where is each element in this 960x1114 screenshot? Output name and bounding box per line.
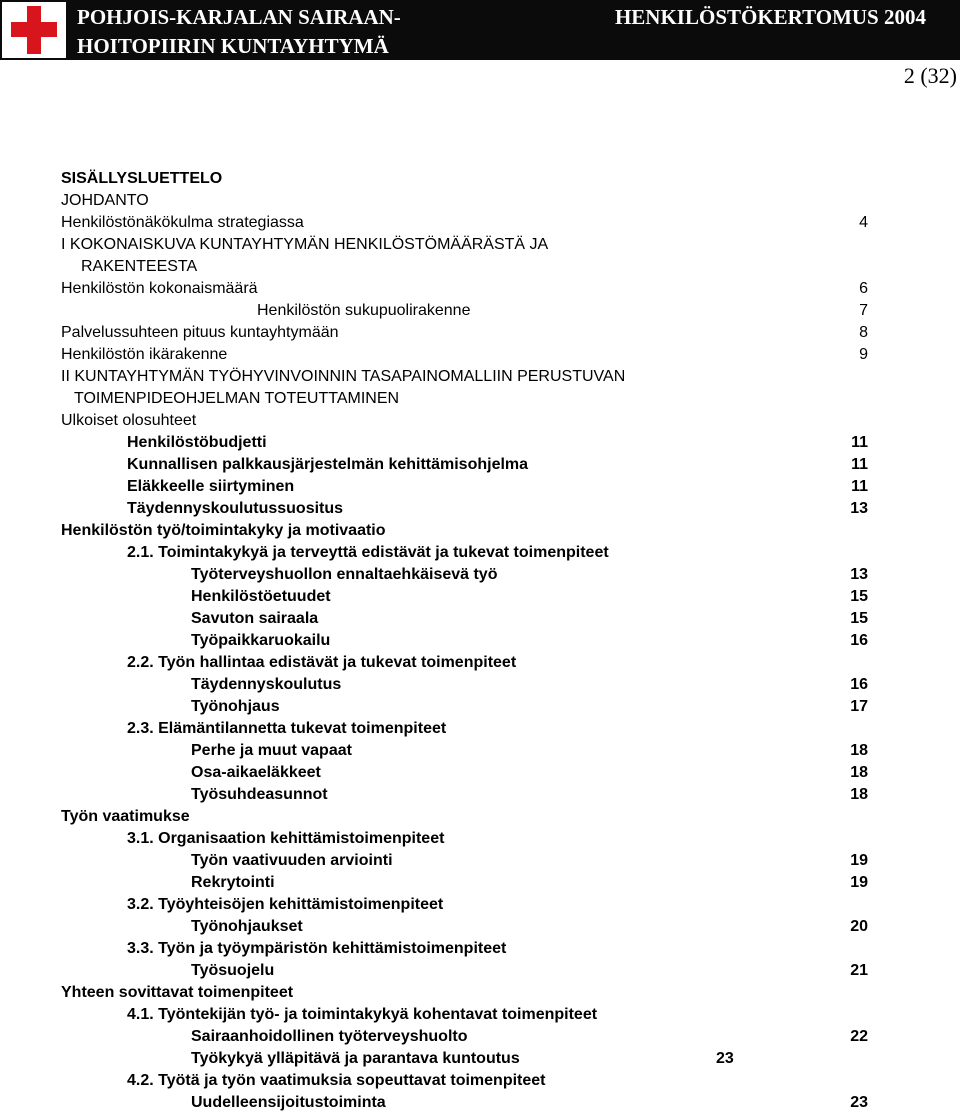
toc-row	[0, 718, 960, 740]
toc-page-number: 8	[859, 324, 868, 341]
toc-entry-text: Työsuhdeasunnot	[191, 786, 328, 803]
toc-row	[0, 982, 960, 1004]
toc-entry-text: Työnohjaukset	[191, 918, 303, 935]
toc-entry-text: Täydennyskoulutus	[191, 676, 342, 693]
toc-row	[0, 630, 960, 652]
toc-row	[0, 542, 960, 564]
toc-row	[0, 586, 960, 608]
toc-row	[0, 784, 960, 806]
toc-entry-text: Henkilöstöbudjetti	[127, 434, 267, 451]
toc-page-number: 4	[859, 214, 868, 231]
toc-entry-text: II KUNTAYHTYMÄN TYÖHYVINVOINNIN TASAPAINOMALLIIN PERUSTUVAN	[61, 368, 626, 385]
toc-page-number: 23	[716, 1050, 734, 1067]
toc-row	[0, 960, 960, 982]
toc-row	[0, 322, 960, 344]
red-cross-logo-icon	[0, 0, 76, 60]
toc-entry-text: Sairaanhoidollinen työterveyshuolto	[191, 1028, 468, 1045]
toc-row	[0, 498, 960, 520]
toc-entry-text: Työpaikkaruokailu	[191, 632, 331, 649]
toc-page-number: 16	[850, 676, 868, 693]
toc-page-number: 11	[851, 456, 868, 473]
toc-row	[0, 740, 960, 762]
toc-page-number: 20	[850, 918, 868, 935]
toc-entry-text: Työsuojelu	[191, 962, 275, 979]
toc-row	[0, 674, 960, 696]
toc-page-number: 19	[850, 874, 868, 891]
toc-entry-text: 2.3. Elämäntilannetta tukevat toimenpiteet	[127, 720, 447, 737]
organization-name	[77, 3, 401, 61]
toc-row	[0, 410, 960, 432]
toc-row	[0, 278, 960, 300]
toc-row	[0, 388, 960, 410]
toc-heading	[0, 168, 960, 190]
toc-row	[0, 1026, 960, 1048]
toc-page-number: 13	[850, 566, 868, 583]
toc-row	[0, 564, 960, 586]
toc-entry-text: Palvelussuhteen pituus kuntayhtymään	[61, 324, 339, 341]
toc-row	[0, 1004, 960, 1026]
toc-page-number: 22	[850, 1028, 868, 1045]
toc-heading-text: SISÄLLYSLUETTELO	[61, 170, 223, 187]
toc-entry-text: I KOKONAISKUVA KUNTAYHTYMÄN HENKILÖSTÖMÄÄRÄSTÄ JA	[61, 236, 549, 253]
toc-page-number: 15	[850, 610, 868, 627]
toc-page-number: 7	[859, 302, 868, 319]
toc-row	[0, 1070, 960, 1092]
toc-entry-text: Työn vaatimukse	[61, 808, 190, 825]
toc-entry-text: Työnohjaus	[191, 698, 280, 715]
document-title: HENKILÖSTÖKERTOMUS 2004	[614, 5, 926, 29]
toc-row	[0, 366, 960, 388]
toc-row	[0, 212, 960, 234]
toc-entry-text: Perhe ja muut vapaat	[191, 742, 352, 759]
toc-page-number: 16	[850, 632, 868, 649]
toc-entry-text: Osa-aikaeläkkeet	[191, 764, 321, 781]
toc-entry-text: Henkilöstön kokonaismäärä	[61, 280, 258, 297]
toc-row	[0, 1092, 960, 1114]
organization-line-1: POHJOIS-KARJALAN SAIRAAN-	[77, 5, 401, 29]
toc-page-number: 11	[851, 478, 868, 495]
toc-entry-text: JOHDANTO	[61, 192, 149, 209]
toc-entry-text: Savuton sairaala	[191, 610, 319, 627]
toc-entry-text: Eläkkeelle siirtyminen	[127, 478, 295, 495]
toc-entry-text: 3.1. Organisaation kehittämistoimenpiteet	[127, 830, 445, 847]
toc-entry-text: Uudelleensijoitustoiminta	[191, 1094, 386, 1111]
toc-entry-text: 3.2. Työyhteisöjen kehittämistoimenpiteet	[127, 896, 444, 913]
toc-entry-text: 2.2. Työn hallintaa edistävät ja tukevat toimenpiteet	[127, 654, 517, 671]
toc-page-number: 13	[850, 500, 868, 517]
toc-page-number: 15	[850, 588, 868, 605]
page-number: 2 (32)	[903, 63, 957, 88]
toc-page-number: 9	[859, 346, 868, 363]
toc-entry-text: Rekrytointi	[191, 874, 275, 891]
toc-row	[0, 916, 960, 938]
toc-row	[0, 762, 960, 784]
toc-row	[0, 1048, 960, 1070]
toc-row	[0, 256, 960, 278]
toc-entry-text: 3.3. Työn ja työympäristön kehittämistoimenpiteet	[127, 940, 507, 957]
toc-page-number: 23	[850, 1094, 868, 1111]
toc-entry-text: 4.1. Työntekijän työ- ja toimintakykyä kohentavat toimenpiteet	[127, 1006, 598, 1023]
page-header	[0, 0, 960, 62]
toc-row	[0, 696, 960, 718]
toc-row	[0, 806, 960, 828]
toc-row	[0, 828, 960, 850]
toc-page-number: 17	[850, 698, 868, 715]
toc-entry-text: Henkilöstöetuudet	[191, 588, 331, 605]
toc-entry-text: Henkilöstön työ/toimintakyky ja motivaatio	[61, 522, 386, 539]
toc-entry-text: Henkilöstön ikärakenne	[61, 346, 228, 363]
toc-row	[0, 652, 960, 674]
toc-page-number: 18	[850, 742, 868, 759]
toc-page-number: 18	[850, 786, 868, 803]
toc-page-number: 11	[851, 434, 868, 451]
toc-page-number: 18	[850, 764, 868, 781]
toc-entry-text: Työn vaativuuden arviointi	[191, 852, 393, 869]
toc-row	[0, 894, 960, 916]
toc-entry-text: Yhteen sovittavat toimenpiteet	[61, 984, 294, 1001]
toc-row	[0, 190, 960, 212]
toc-page-number: 19	[850, 852, 868, 869]
toc-row	[0, 520, 960, 542]
toc-entry-text: Täydennyskoulutussuositus	[127, 500, 344, 517]
toc-entry-text: Työkykyä ylläpitävä ja parantava kuntoutus	[191, 1050, 520, 1067]
toc-entry-text: Työterveyshuollon ennaltaehkäisevä työ	[191, 566, 498, 583]
toc-row	[0, 938, 960, 960]
toc-row	[0, 608, 960, 630]
toc-entry-text: 4.2. Työtä ja työn vaatimuksia sopeuttavat toimenpiteet	[127, 1072, 546, 1089]
organization-line-2: HOITOPIIRIN KUNTAYHTYMÄ	[77, 34, 389, 58]
toc-entry-text: 2.1. Toimintakykyä ja terveyttä edistävät ja tukevat toimenpiteet	[127, 544, 609, 561]
toc-entry-text: Henkilöstönäkökulma strategiassa	[61, 214, 304, 231]
toc-row	[0, 476, 960, 498]
toc-row	[0, 432, 960, 454]
toc-entry-text: Ulkoiset olosuhteet	[61, 412, 197, 429]
toc-row	[0, 454, 960, 476]
toc-row	[0, 300, 960, 322]
toc-page-number: 6	[859, 280, 868, 297]
toc-row	[0, 234, 960, 256]
toc-entry-text: TOIMENPIDEOHJELMAN TOTEUTTAMINEN	[74, 390, 400, 407]
toc-row	[0, 872, 960, 894]
toc-entry-text: Henkilöstön sukupuolirakenne	[257, 302, 471, 319]
toc-entry-text: RAKENTEESTA	[81, 258, 198, 275]
toc-row	[0, 850, 960, 872]
toc-row	[0, 344, 960, 366]
toc-entry-text: Kunnallisen palkkausjärjestelmän kehittämisohjelma	[127, 456, 529, 473]
toc-page-number: 21	[850, 962, 868, 979]
